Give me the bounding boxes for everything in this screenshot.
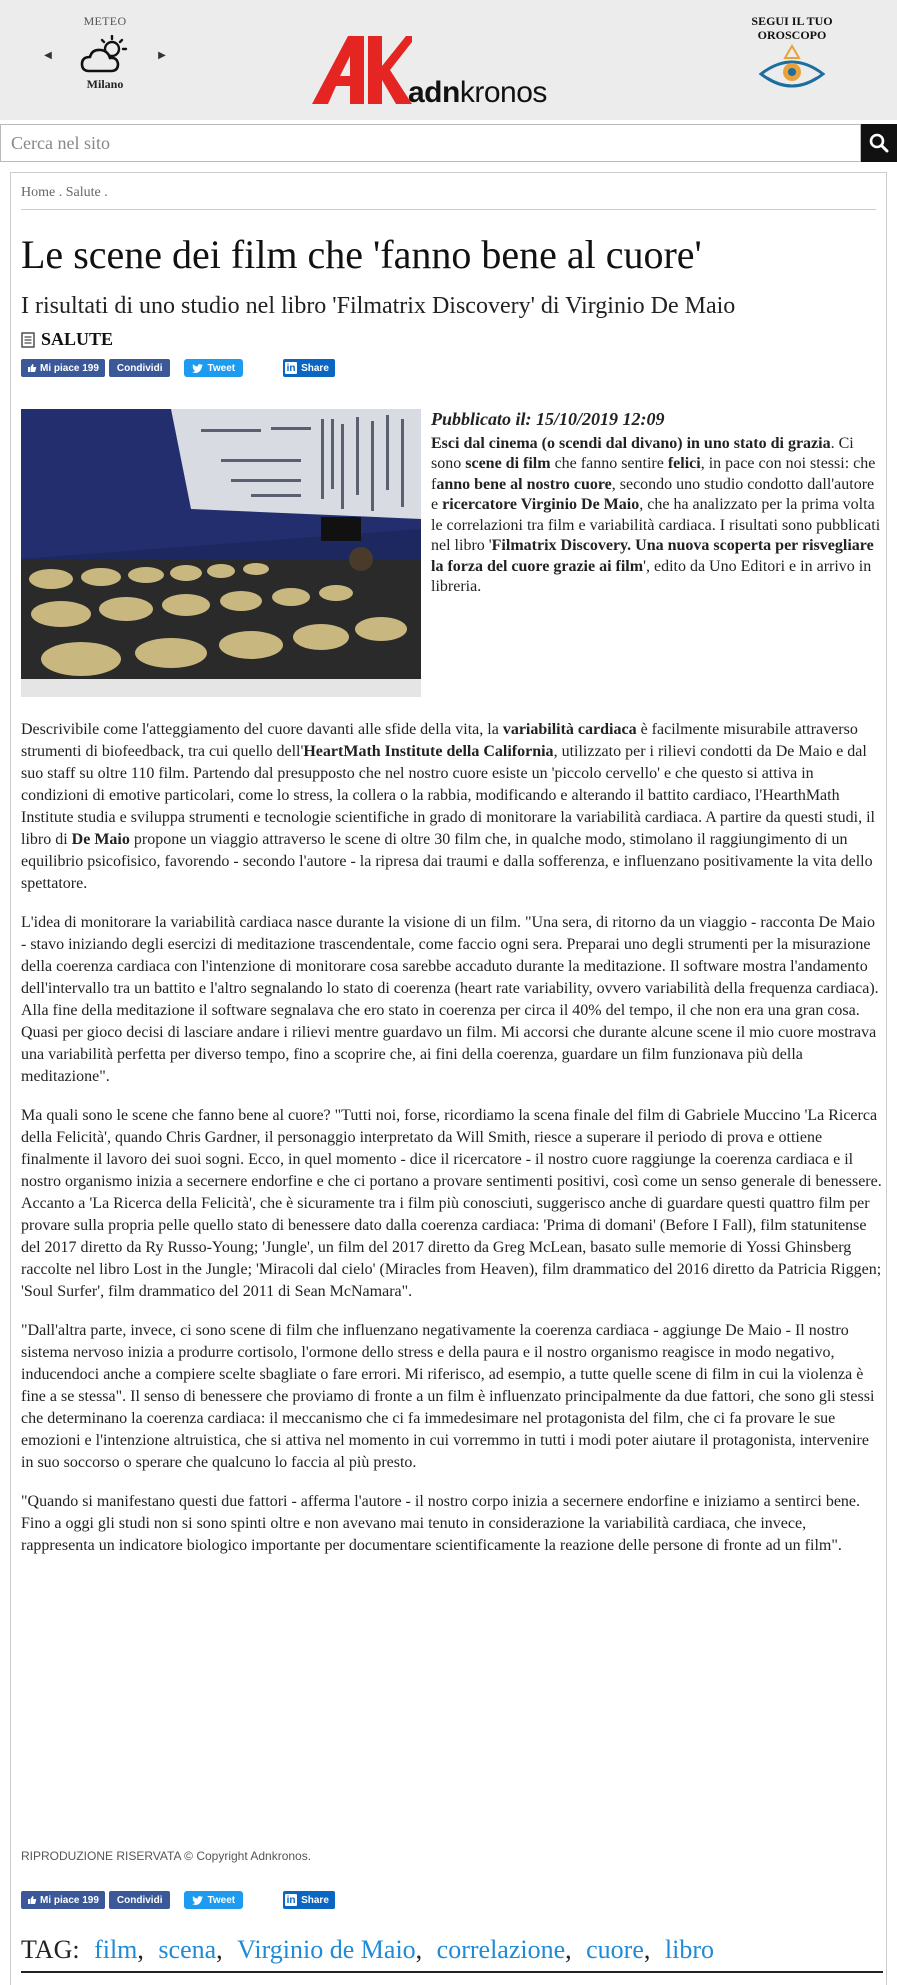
breadcrumb-home[interactable]: Home (21, 185, 56, 200)
partly-cloudy-icon (79, 35, 131, 75)
social-buttons-bottom (21, 1891, 335, 1909)
zodiac-eye-icon (757, 44, 827, 96)
category-label: SALUTE (41, 329, 114, 349)
facebook-like-button[interactable]: Mi piace 199 (21, 359, 105, 377)
search-button[interactable] (861, 124, 897, 162)
article-body (21, 719, 883, 1574)
body-paragraph: Ma quali sono le scene che fanno bene al cuore? "Tutti noi, forse, ricordiamo la scena finale del film di Gabriele Muccino 'La Ricerca della Felicità', quando Chris Gardner, il personaggio interpretato da Will Smith, riesce a superare il periodo di prova e ottiene finalmente il lavoro dei suoi sogni. Ecco, in quel momento - dice il ricercatore - il nostro cuore raggiunge la coerenza cardiaca e il nostro organismo inizia a secernere endorfine e che ci portano a provare sentimenti positivi, così come un senso generale di benessere. Accanto a 'La Ricerca della Felicità', che è sicuramente tra i film più conosciuti, suggerisco anche di guardare questi quattro film per provare sulla propria pelle quello stato di benessere dato dalla coerenza cardiaca: 'Prima di domani' (Before I Fall), film statunitense del 2017 diretto da Ry Russo-Young; 'Jungle', un film del 2017 diretto da Greg McLean, basato sulle memorie di Yossi Ghinsberg raccolte nel libro Lost in the Jungle; 'Miracoli dal cielo' (Miracles from Heaven), film drammatico del 2016 diretto da Patricia Riggen; 'Soul Surfer', film drammatico del 2011 di Sean McNamara". (21, 1107, 882, 1300)
tag-link[interactable]: correlazione (436, 1935, 566, 1964)
article-category[interactable] (21, 329, 113, 350)
tag-link[interactable]: film (94, 1935, 138, 1964)
article-lead: Pubblicato il: 15/10/2019 12:09 Esci dal cinema (o scendi dal divano) in uno stato di grazia. Ci sono scene di film che fanno sentire felici, in pace con noi stessi: che fanno bene al nostro cuore, secondo uno studio condotto dall'autore e ricercatore Virginio De Maio, che ha analizzato per la prima volta le correlazioni tra film e variabilità cardiaca. I risultati sono pubblicati nel libro 'Filmatrix Discovery. Una nuova scoperta per risvegliare la forza del cuore grazie ai film', edito da Uno Editori e in arrivo in libreria. (431, 409, 881, 595)
tag-label: TAG: (21, 1935, 80, 1964)
tag-list: TAG: film, scena, Virginio de Maio, correlazione, cuore, libro (21, 1935, 883, 1973)
document-icon (21, 332, 35, 348)
cinema-hall-image (21, 409, 421, 697)
thumbs-up-icon (27, 1895, 37, 1905)
tag-link[interactable]: Virginio de Maio (237, 1935, 416, 1964)
body-paragraph: L'idea di monitorare la variabilità cardiaca nasce durante la visione di un film. "Una sera, di ritorno da un viaggio - racconta De Maio - stavo iniziando degli esercizi di meditazione trascendentale, come faccio ogni sera. Preparai uno degli strumenti per la misurazione della coerenza cardiaca con l'intenzione di monitorare cosa sarebbe accaduto durante la meditazione. Il software mostra l'andamento dell'intervallo tra un battito e l'altro segnalando lo stato di coerenza (heart rate variability, ovvero variabilità della frequenza cardiaca). Alla fine della meditazione il software segnalava che ero stato in coerenza per circa il 40% del tempo, il che non era una gran cosa. Quasi per gioco decisi di lasciare andare i rilievi mentre guardavo un film. Mi accorsi che durante alcune scene il mio cuore mostrava una variabilità perfetta per diverso tempo, fino a scoprire che, ai fini della coerenza, guardare un film funzionava più della meditazione". (21, 914, 879, 1085)
body-paragraph: "Quando si manifestano questi due fattori - afferma l'autore - il nostro corpo inizia a secernere endorfine e iniziamo a sentirci bene. Fino a oggi gli studi non si sono spinti oltre e non avevano mai tenuto in considerazione la variabilità cardiaca, che invece, rappresenta un indicatore biologico importante per documentare scientificamente la reazione delle persone di fronte ad un film". (21, 1493, 861, 1554)
copyright-notice: RIPRODUZIONE RISERVATA © Copyright Adnkronos. (21, 1849, 312, 1863)
meteo-city: Milano (86, 77, 124, 91)
tag-link[interactable]: libro (664, 1935, 714, 1964)
meteo-next-arrow-icon[interactable]: ▶ (158, 49, 166, 61)
facebook-share-button[interactable]: Condividi (109, 359, 171, 377)
linkedin-icon: in (286, 362, 296, 374)
oroscopo-title-line1: SEGUI IL TUO (751, 14, 833, 28)
meteo-prev-arrow-icon[interactable]: ◀ (44, 49, 52, 61)
oroscopo-link[interactable] (730, 14, 854, 101)
tweet-button[interactable]: Tweet (184, 1891, 243, 1909)
tweet-button[interactable]: Tweet (184, 359, 243, 377)
meteo-title: METEO (83, 14, 127, 28)
tag-link[interactable]: cuore (586, 1935, 644, 1964)
linkedin-share-button[interactable]: in Share (283, 359, 335, 377)
breadcrumb: Home . Salute . (21, 185, 876, 210)
tag-link[interactable]: scena (158, 1935, 217, 1964)
twitter-bird-icon (192, 364, 203, 373)
adnkronos-logo-mark (312, 36, 412, 106)
body-paragraph: Descrivibile come l'atteggiamento del cuore davanti alle sfide della vita, la variabilità cardiaca è facilmente misurabile attraverso strumenti di biofeedback, tra cui quello dell'HeartMath Institute della California, utilizzato per i rilievi condotti da De Maio e dal suo staff su oltre 110 film. Partendo dal presupposto che nel nostro cuore esiste un 'piccolo cervello' e che questo si attiva in condizioni di emotive particolari, come lo stress, la collera o la rabbia, modificando e alterando il battito cardiaco, l'HearthMath Institute studia e sviluppa strumenti e tecnologie scientifiche in grado di monitorare la variabilità cardiaca. A partire da questi studi, il libro di De Maio propone un viaggio attraverso le scene di oltre 30 film che, in qualche modo, stimolano il raggiungimento di un equilibrio psicofisico, favorendo - secondo l'autore - la ripresa dai traumi e dalla sofferenza, e influenzano positivamente la vita dello spettatore. (21, 721, 875, 892)
search-icon (869, 133, 889, 153)
twitter-bird-icon (192, 1896, 203, 1905)
search-bar (0, 124, 897, 162)
linkedin-share-button[interactable]: in Share (283, 1891, 335, 1909)
article-photo (21, 409, 421, 697)
facebook-like-button[interactable]: Mi piace 199 (21, 1891, 105, 1909)
meteo-widget[interactable] (40, 14, 170, 92)
article-subtitle: I risultati di uno studio nel libro 'Filmatrix Discovery' di Virginio De Maio (21, 293, 736, 319)
article-title: Le scene dei film che 'fanno bene al cuore' (21, 232, 702, 277)
social-buttons-top (21, 359, 335, 377)
site-header (0, 0, 897, 120)
logo-wordmark: adnkronos (408, 76, 547, 109)
breadcrumb-salute[interactable]: Salute (65, 185, 101, 200)
thumbs-up-icon (27, 363, 37, 373)
body-paragraph: "Dall'altra parte, invece, ci sono scene di film che influenzano negativamente la coerenza cardiaca - aggiunge De Maio - Il nostro sistema nervoso inizia a produrre cortisolo, l'ormone dello stress e della paura e il nostro organismo reagisce in modo negativo, inducendoci anche a compiere scelte sbagliate o fare errori. Mi riferisco, ad esempio, a tutte quelle scene di film in cui la violenza è fine a se stessa". Il senso di benessere che proviamo di fronte a un film è influenzato principalmente da due fattori, che sono gli stessi che determinano la coerenza cardiaca: il meccanismo che ci fa immedesimare nel protagonista del film, che ci fa provare le sue emozioni e l'intenzione altruistica, che si attiva nel momento in cui vorremmo in tutti i modi poter aiutare il protagonista, intervenire in suo soccorso o sperare che qualcuno lo faccia al più presto. (21, 1322, 875, 1471)
article-container (10, 172, 887, 1985)
facebook-share-button[interactable]: Condividi (109, 1891, 171, 1909)
published-date: Pubblicato il: 15/10/2019 12:09 (431, 409, 665, 429)
oroscopo-title-line2: OROSCOPO (757, 28, 827, 42)
adnkronos-logo[interactable] (312, 36, 592, 109)
search-input[interactable] (0, 124, 861, 162)
linkedin-icon: in (286, 1894, 296, 1906)
